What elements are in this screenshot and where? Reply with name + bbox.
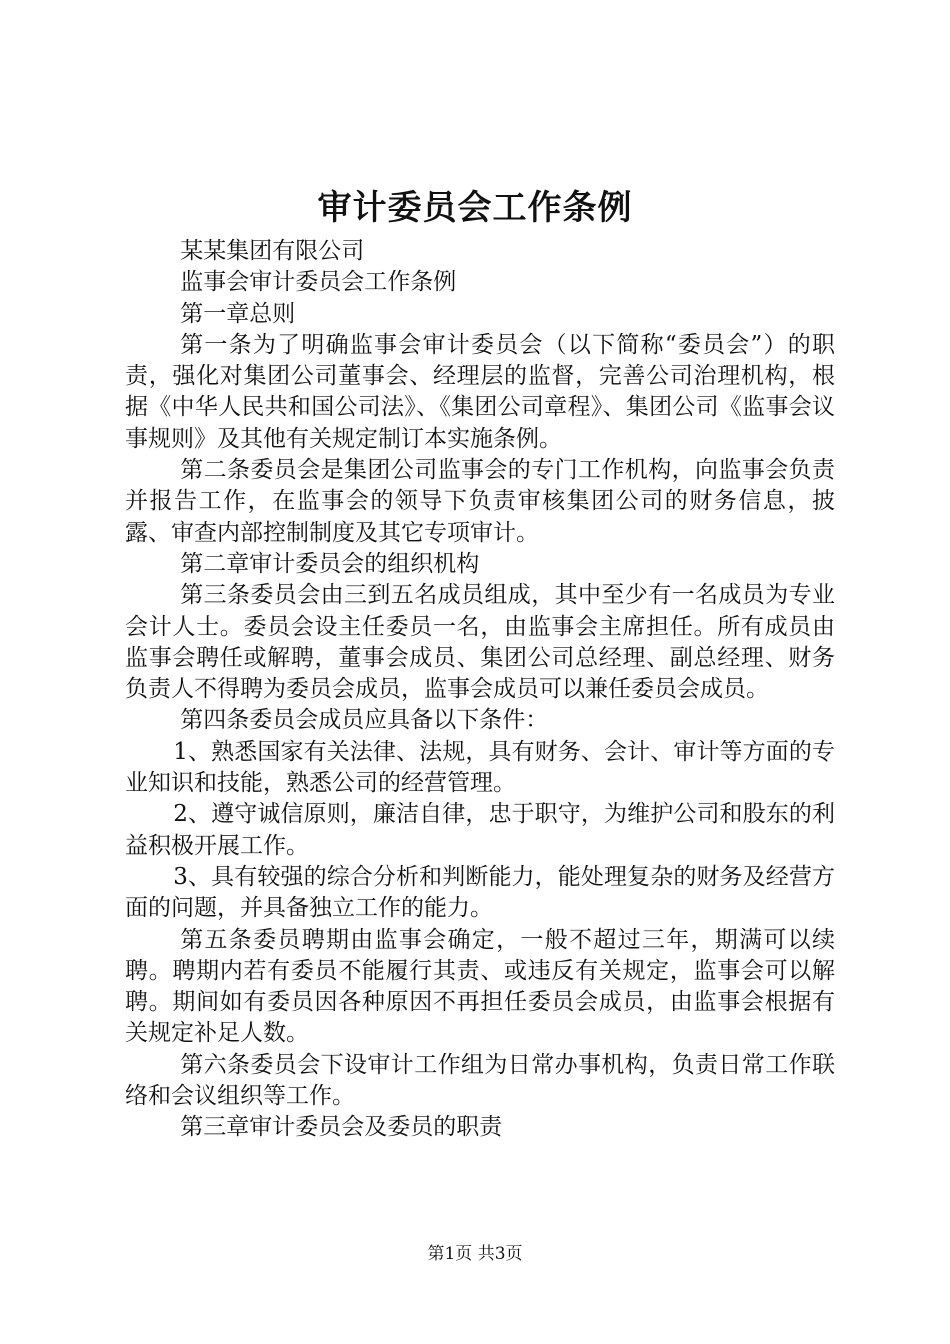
condition-3: 3、具有较强的综合分析和判断能力，能处理复杂的财务及经营方面的问题，并具备独立工作的能力。 [125, 863, 835, 922]
article-3: 第三条委员会由三到五名成员组成，其中至少有一名成员为专业会计人士。委员会设主任委员一名，由监事会主席担任。所有成员由监事会聘任或解聘，董事会成员、集团公司总经理、副总经理、财务负责人不得聘为委员会成员，监事会成员可以兼任委员会成员。 [125, 582, 835, 703]
chapter-2-heading: 第二章审计委员会的组织机构 [180, 550, 480, 577]
article-6: 第六条委员会下设审计工作组为日常办事机构，负责日常工作联络和会议组织等工作。 [125, 1051, 835, 1110]
company-name: 某某集团有限公司 [180, 238, 365, 264]
page-number: 第1页 共3页 [427, 1244, 523, 1264]
article-5: 第五条委员聘期由监事会确定，一般不超过三年，期满可以续聘。聘期内若有委员不能履行其责、或违反有关规定，监事会可以解聘。期间如有委员因各种原因不再担任委员会成员，由监事会根据有关规定补足人数。 [125, 926, 835, 1047]
article-2: 第二条委员会是集团公司监事会的专门工作机构，向监事会负责并报告工作，在监事会的领导下负责审核集团公司的财务信息，披露、审查内部控制制度及其它专项审计。 [125, 457, 835, 546]
condition-2: 2、遵守诚信原则，廉洁自律，忠于职守，为维护公司和股东的利益积极开展工作。 [125, 801, 835, 859]
chapter-1-heading: 第一章总则 [180, 300, 296, 327]
document-body [125, 236, 835, 1144]
document-title: 审计委员会工作条例 [317, 188, 633, 228]
article-4: 第四条委员会成员应具备以下条件： [180, 707, 549, 734]
chapter-3-heading: 第三章审计委员会及委员的职责 [180, 1114, 503, 1141]
article-1: 第一条为了明确监事会审计委员会（以下简称“委员会”）的职责，强化对集团公司董事会、经理层的监督，完善公司治理机构，根据《中华人民共和国公司法》、《集团公司章程》、集团公司《监事会议事规则》及其他有关规定制订本实施条例。 [125, 331, 835, 452]
condition-1: 1、熟悉国家有关法律、法规，具有财务、会计、审计等方面的专业知识和技能，熟悉公司的经营管理。 [125, 738, 835, 797]
subtitle: 监事会审计委员会工作条例 [180, 269, 457, 296]
